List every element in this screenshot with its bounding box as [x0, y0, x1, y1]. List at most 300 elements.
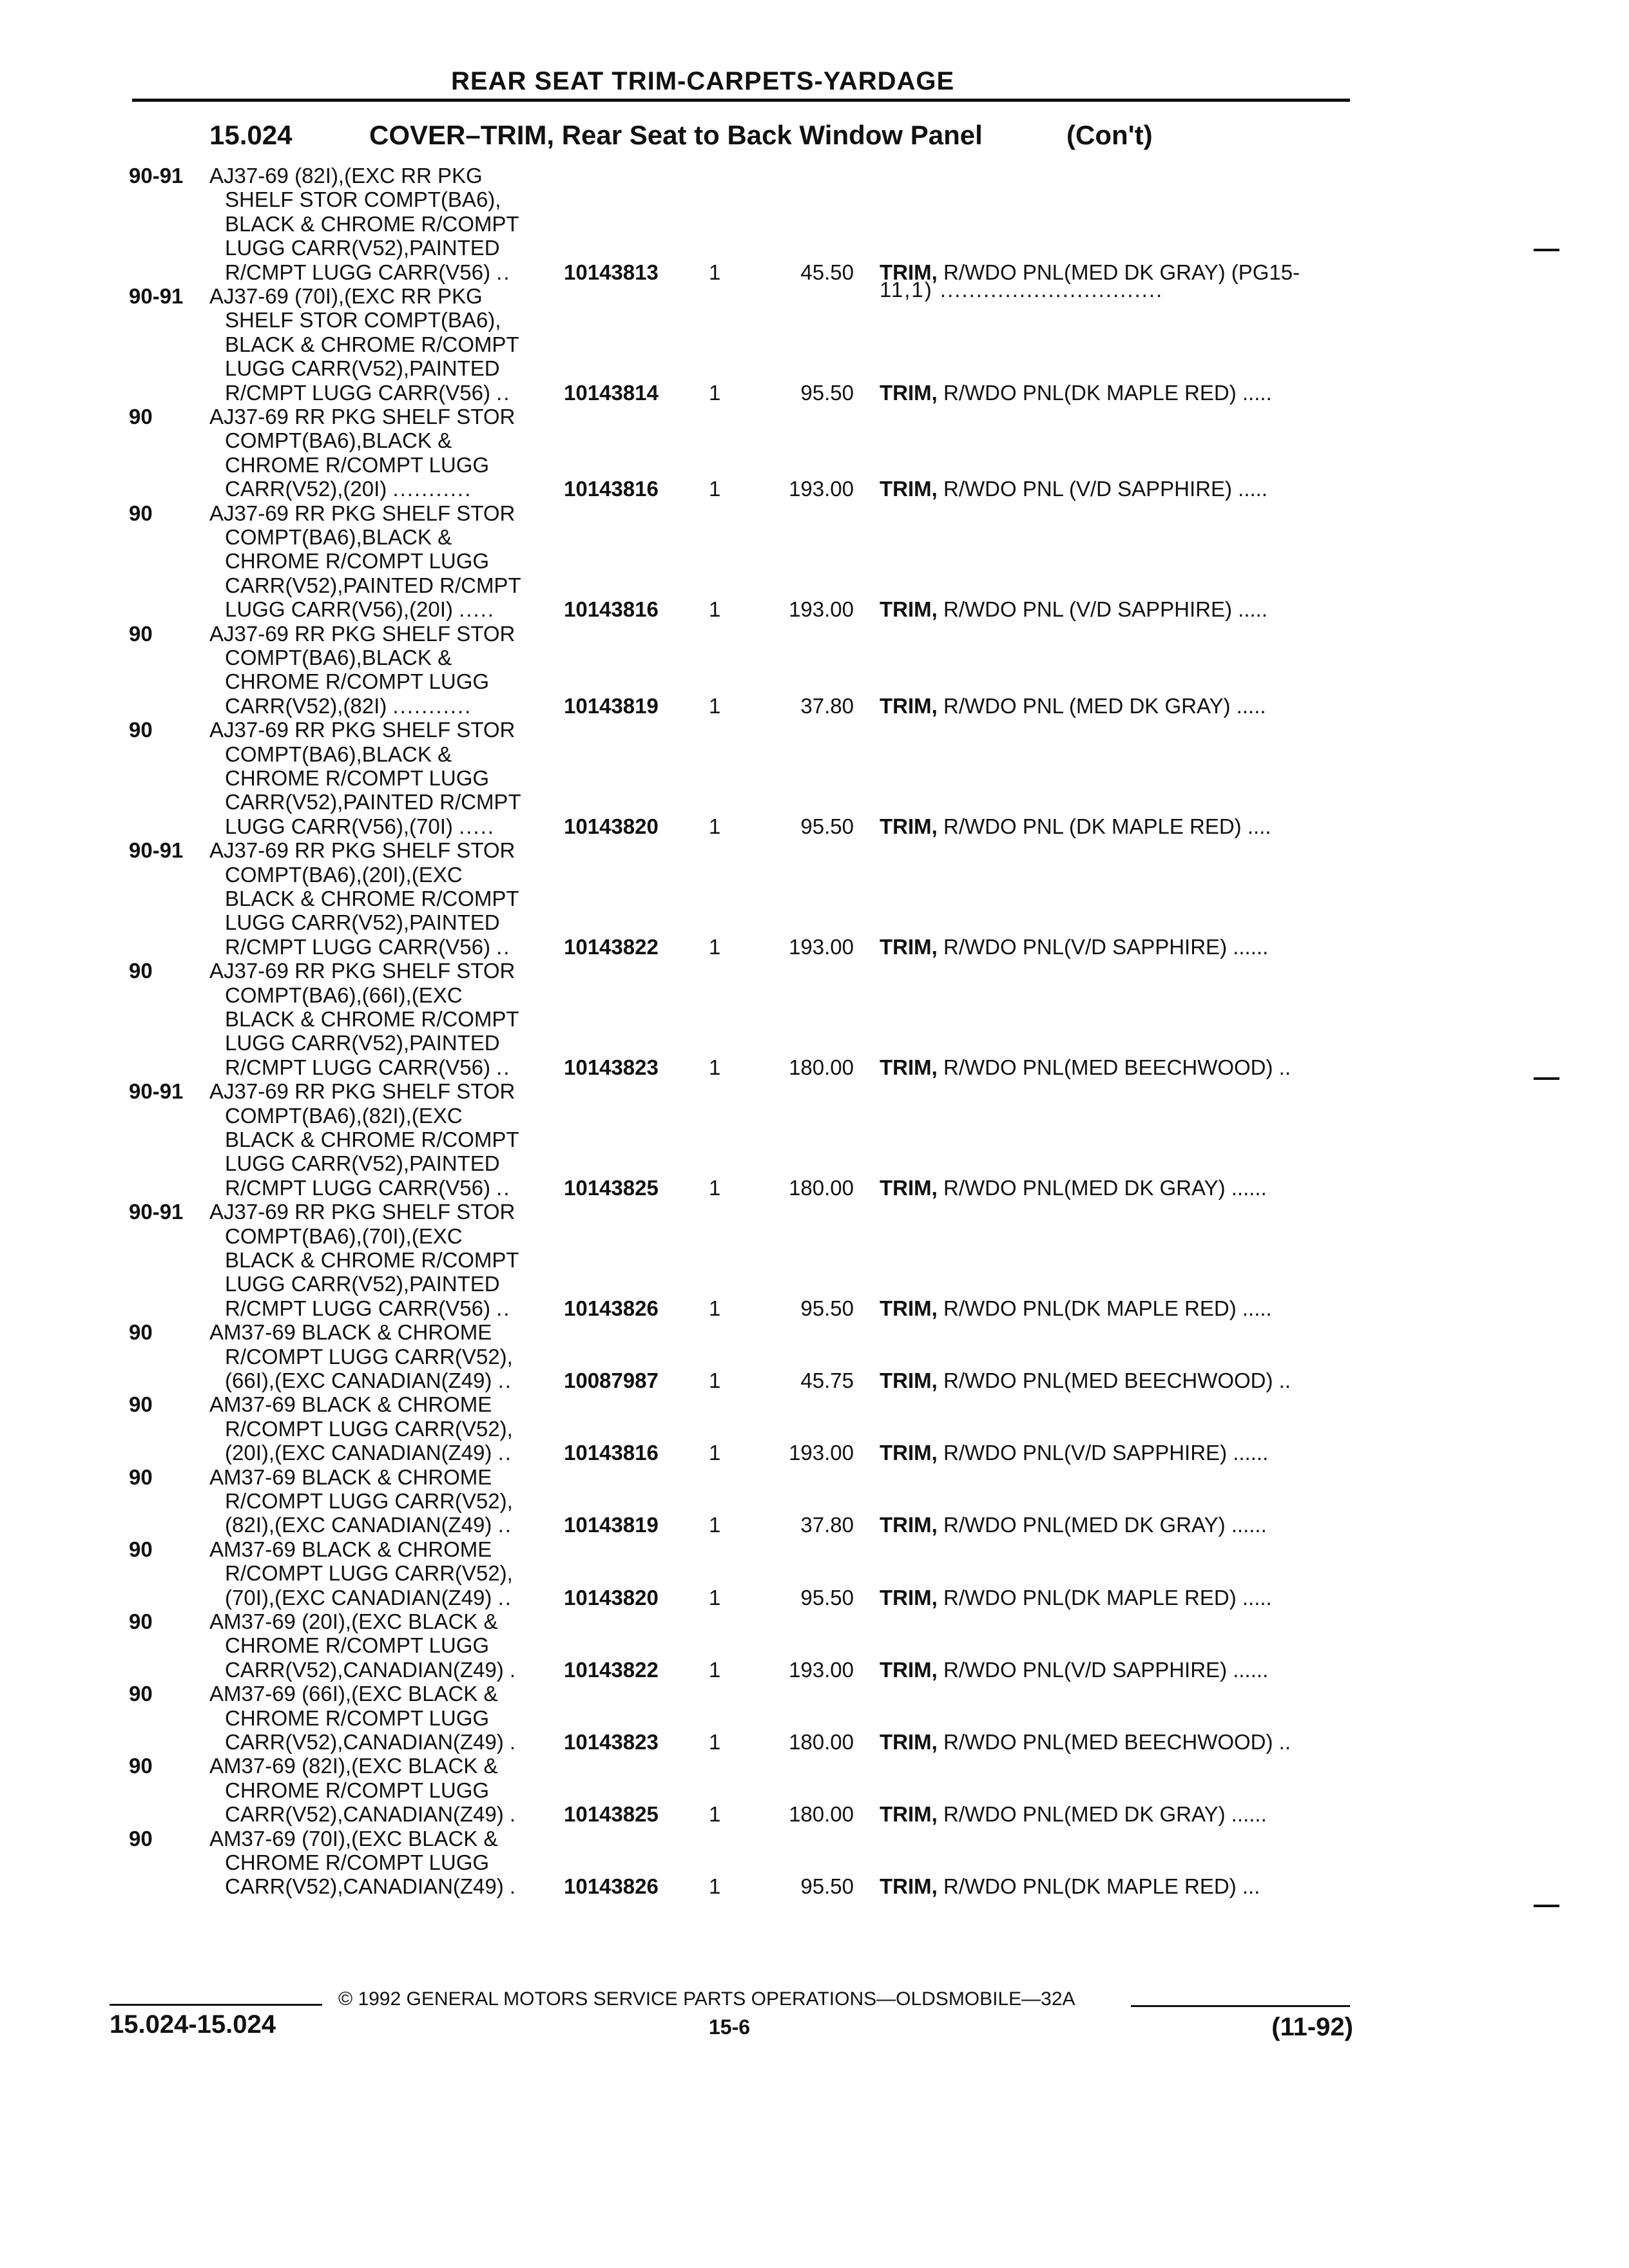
usage-description — [209, 1537, 570, 1610]
item-label: TRIM, — [880, 1513, 938, 1537]
description-text: AJ37-69 (82I),(EXC RR PKG — [209, 164, 483, 187]
item-desc: R/WDO PNL(MED DK GRAY) ...... — [943, 1802, 1267, 1827]
item-desc: R/WDO PNL(V/D SAPPHIRE) ...... — [943, 1657, 1269, 1682]
price: 95.50 — [800, 814, 854, 838]
part-number: 10087987 — [564, 1368, 659, 1392]
item-desc: R/WDO PNL(MED BEECHWOOD) .. — [943, 1368, 1291, 1392]
item-desc: R/WDO PNL(DK MAPLE RED) ... — [943, 1874, 1260, 1899]
description-line — [209, 381, 570, 405]
footer-page-number: 15-6 — [709, 2015, 751, 2039]
description-text: BLACK & CHROME R/COMPT — [225, 332, 519, 356]
description-line — [209, 164, 570, 187]
description-text: COMPT(BA6),BLACK & — [225, 428, 452, 453]
description-text: AJ37-69 RR PKG SHELF STOR — [209, 838, 516, 863]
description-line — [209, 597, 570, 621]
usage-description — [209, 1200, 570, 1320]
usage-description — [209, 164, 570, 284]
description-text: CARR(V52),PAINTED R/CMPT — [225, 790, 521, 814]
description-text: LUGG CARR(V56),(70I) — [225, 814, 453, 838]
usage-description — [209, 718, 570, 838]
part-number: 10143826 — [564, 1296, 659, 1320]
item-label: TRIM, — [880, 693, 938, 718]
description-text: AM37-69 BLACK & CHROME — [209, 1465, 492, 1489]
description-text: AM37-69 BLACK & CHROME — [209, 1392, 492, 1417]
description-text: LUGG CARR(V52),PAINTED — [225, 910, 500, 935]
usage-description — [209, 1682, 570, 1754]
description-line — [209, 1151, 570, 1175]
item-description — [880, 477, 1350, 501]
part-number: 10143825 — [564, 1802, 659, 1827]
dot-leader: .. — [496, 1055, 511, 1079]
item-desc: R/WDO PNL(MED DK GRAY) ...... — [943, 1513, 1267, 1537]
item-desc: R/WDO PNL (DK MAPLE RED) .... — [943, 814, 1271, 838]
description-line — [209, 1465, 570, 1489]
description-text: AJ37-69 RR PKG SHELF STOR — [209, 1079, 516, 1104]
price: 193.00 — [789, 477, 854, 501]
model-year: 90-91 — [129, 1200, 184, 1224]
dot-leader: .. — [496, 260, 511, 284]
section-title: COVER–TRIM, Rear Seat to Back Window Panel — [369, 120, 983, 150]
model-year: 90 — [129, 1392, 153, 1417]
item-description — [880, 597, 1350, 621]
quantity: 1 — [709, 1513, 721, 1537]
description-text: R/CMPT LUGG CARR(V56) — [225, 934, 490, 959]
description-line — [209, 1296, 570, 1320]
part-number: 10143826 — [564, 1874, 659, 1899]
description-text: R/COMPT LUGG CARR(V52), — [225, 1344, 513, 1369]
description-line — [209, 1392, 570, 1416]
item-desc: R/WDO PNL(V/D SAPPHIRE) ...... — [943, 934, 1269, 959]
quantity: 1 — [709, 934, 721, 959]
model-year: 90 — [129, 1320, 153, 1345]
price: 193.00 — [789, 1657, 854, 1682]
usage-description — [209, 1610, 570, 1682]
part-number: 10143823 — [564, 1729, 659, 1754]
description-line — [209, 332, 570, 356]
description-line — [209, 1586, 570, 1610]
price: 95.50 — [800, 1296, 854, 1320]
description-line — [209, 1200, 570, 1224]
model-year: 90 — [129, 1826, 153, 1850]
model-year: 90-91 — [129, 838, 184, 863]
description-line — [209, 549, 570, 573]
dot-leader: .. — [496, 1175, 511, 1200]
item-description — [880, 935, 1350, 959]
description-line — [209, 694, 570, 718]
description-text: R/CMPT LUGG CARR(V56) — [225, 260, 490, 284]
price: 37.80 — [800, 693, 854, 718]
item-desc: R/WDO PNL (V/D SAPPHIRE) ..... — [943, 477, 1268, 501]
item-description — [880, 1369, 1350, 1392]
part-number: 10143822 — [564, 934, 659, 959]
description-line — [209, 1248, 570, 1272]
quantity: 1 — [709, 693, 721, 718]
description-text: AJ37-69 RR PKG SHELF STOR — [209, 959, 516, 983]
description-line — [209, 1610, 570, 1633]
description-text: AJ37-69 RR PKG SHELF STOR — [209, 621, 516, 646]
item-label: TRIM, — [880, 1175, 938, 1200]
description-text: R/COMPT LUGG CARR(V52), — [225, 1489, 513, 1513]
description-text: (82I),(EXC CANADIAN(Z49) — [225, 1513, 492, 1537]
quantity: 1 — [709, 1441, 721, 1465]
description-text: SHELF STOR COMPT(BA6), — [225, 187, 501, 212]
item-desc: R/WDO PNL(MED DK GRAY) ...... — [943, 1175, 1267, 1200]
description-text: AM37-69 (82I),(EXC BLACK & — [209, 1754, 498, 1778]
description-line — [209, 814, 570, 838]
model-year: 90-91 — [129, 1079, 184, 1104]
price: 180.00 — [789, 1055, 854, 1079]
usage-description — [209, 838, 570, 959]
description-line — [209, 669, 570, 693]
part-number: 10143825 — [564, 1175, 659, 1200]
item-label: TRIM, — [880, 1729, 938, 1754]
description-line — [209, 622, 570, 646]
description-line — [209, 1706, 570, 1730]
footer-copyright: © 1992 GENERAL MOTORS SERVICE PARTS OPERATIONS—OLDSMOBILE—32A — [338, 1988, 1075, 2010]
description-text: AM37-69 (70I),(EXC BLACK & — [209, 1826, 498, 1850]
item-label: TRIM, — [880, 814, 938, 838]
price: 193.00 — [789, 934, 854, 959]
description-text: R/CMPT LUGG CARR(V56) — [225, 1055, 490, 1079]
price: 193.00 — [789, 1441, 854, 1465]
usage-description — [209, 959, 570, 1079]
usage-description — [209, 1827, 570, 1899]
model-year: 90 — [129, 1537, 153, 1561]
footer-rule — [1131, 2005, 1350, 2007]
description-text: AJ37-69 RR PKG SHELF STOR — [209, 501, 516, 525]
usage-description — [209, 1465, 570, 1537]
description-text: CHROME R/COMPT LUGG — [225, 1778, 490, 1802]
quantity: 1 — [709, 380, 721, 405]
description-text: AJ37-69 (70I),(EXC RR PKG — [209, 284, 483, 308]
description-text: (70I),(EXC CANADIAN(Z49) — [225, 1585, 492, 1610]
item-description — [880, 1296, 1350, 1320]
item-description — [880, 1802, 1350, 1826]
description-line — [209, 910, 570, 934]
dot-leader: ..... — [459, 597, 495, 622]
description-text: CHROME R/COMPT LUGG — [225, 452, 490, 477]
item-desc: R/WDO PNL(DK MAPLE RED) ..... — [943, 380, 1272, 405]
quantity: 1 — [709, 1368, 721, 1392]
part-number: 10143820 — [564, 1585, 659, 1610]
description-text: R/CMPT LUGG CARR(V56) — [225, 380, 490, 405]
description-line — [209, 405, 570, 428]
item-label: TRIM, — [880, 1802, 938, 1827]
description-line — [209, 959, 570, 983]
dot-leader: ........... — [392, 693, 472, 718]
description-text: LUGG CARR(V52),PAINTED — [225, 236, 500, 260]
description-text: BLACK & CHROME R/COMPT — [225, 887, 519, 910]
price: 45.50 — [800, 260, 854, 284]
model-year: 90-91 — [129, 164, 184, 187]
item-label: TRIM, — [880, 477, 938, 501]
item-label: TRIM, — [880, 1585, 938, 1610]
description-text: COMPT(BA6),(70I),(EXC — [225, 1224, 463, 1248]
description-line — [209, 1730, 570, 1754]
price: 180.00 — [789, 1802, 854, 1827]
description-line — [209, 1658, 570, 1682]
description-line — [209, 308, 570, 332]
section-continued: (Con't) — [1066, 120, 1153, 150]
description-text: AJ37-69 RR PKG SHELF STOR — [209, 405, 516, 428]
usage-description — [209, 1392, 570, 1465]
description-text: CHROME R/COMPT LUGG — [225, 1633, 490, 1658]
description-text: BLACK & CHROME R/COMPT — [225, 1128, 519, 1151]
dot-leader: .. — [496, 1296, 511, 1320]
description-line — [209, 935, 570, 959]
description-text: CHROME R/COMPT LUGG — [225, 669, 490, 694]
item-label: TRIM, — [880, 1441, 938, 1465]
description-text: AM37-69 BLACK & CHROME — [209, 1320, 492, 1345]
description-line — [209, 1441, 570, 1465]
description-text: COMPT(BA6),BLACK & — [225, 742, 452, 766]
model-year: 90 — [129, 1610, 153, 1633]
footer-rule — [110, 2004, 322, 2006]
item-description — [880, 1176, 1350, 1200]
description-line — [209, 1079, 570, 1103]
dot-leader: ..... — [459, 814, 495, 838]
usage-description — [209, 405, 570, 501]
description-line — [209, 1827, 570, 1850]
description-text: COMPT(BA6),(66I),(EXC — [225, 983, 463, 1007]
usage-description — [209, 501, 570, 622]
item-desc-continued: 11,1) ............................... — [880, 277, 1164, 302]
description-line — [209, 1104, 570, 1128]
margin-mark — [1534, 1905, 1559, 1907]
description-line — [209, 766, 570, 790]
description-text: CHROME R/COMPT LUGG — [225, 1706, 490, 1730]
quantity: 1 — [709, 814, 721, 838]
usage-description — [209, 1754, 570, 1826]
item-label: TRIM, — [880, 1055, 938, 1079]
part-number: 10143820 — [564, 814, 659, 838]
description-line — [209, 1031, 570, 1055]
description-text: COMPT(BA6),BLACK & — [225, 525, 452, 549]
description-text: COMPT(BA6),(20I),(EXC — [225, 862, 463, 887]
description-line — [209, 356, 570, 380]
description-line — [209, 428, 570, 452]
description-line — [209, 212, 570, 236]
description-line — [209, 1489, 570, 1513]
item-description — [880, 1658, 1350, 1682]
quantity: 1 — [709, 1802, 721, 1827]
section-number: 15.024 — [209, 120, 293, 150]
item-desc: R/WDO PNL(DK MAPLE RED) ..... — [943, 1585, 1272, 1610]
description-text: CHROME R/COMPT LUGG — [225, 1850, 490, 1874]
description-line — [209, 1417, 570, 1441]
model-year: 90 — [129, 1465, 153, 1489]
description-line — [209, 1320, 570, 1344]
description-line — [209, 453, 570, 477]
quantity: 1 — [709, 597, 721, 622]
description-line — [209, 1537, 570, 1561]
price: 45.75 — [800, 1368, 854, 1392]
description-text: LUGG CARR(V52),PAINTED — [225, 356, 500, 381]
price: 95.50 — [800, 380, 854, 405]
description-line — [209, 863, 570, 887]
description-text: AJ37-69 RR PKG SHELF STOR — [209, 718, 516, 742]
part-number: 10143816 — [564, 477, 659, 501]
dot-leader: . — [509, 1657, 517, 1682]
description-text: CHROME R/COMPT LUGG — [225, 549, 490, 573]
part-number: 10143822 — [564, 1657, 659, 1682]
description-line — [209, 1778, 570, 1802]
item-label: TRIM, — [880, 1657, 938, 1682]
description-text: CARR(V52),CANADIAN(Z49) — [225, 1730, 504, 1754]
quantity: 1 — [709, 260, 721, 284]
part-number: 10143819 — [564, 1513, 659, 1537]
model-year: 90 — [129, 959, 153, 983]
item-desc: R/WDO PNL(MED BEECHWOOD) .. — [943, 1729, 1291, 1754]
usage-description — [209, 284, 570, 405]
description-text: AM37-69 BLACK & CHROME — [209, 1537, 492, 1561]
price: 95.50 — [800, 1585, 854, 1610]
price: 193.00 — [789, 597, 854, 622]
model-year: 90 — [129, 405, 153, 428]
description-text: COMPT(BA6),(82I),(EXC — [225, 1103, 463, 1128]
description-text: BLACK & CHROME R/COMPT — [225, 211, 519, 236]
item-description — [880, 1513, 1350, 1537]
quantity: 1 — [709, 1175, 721, 1200]
quantity: 1 — [709, 477, 721, 501]
description-line — [209, 1055, 570, 1079]
dot-leader: . — [509, 1730, 517, 1754]
item-desc: R/WDO PNL(MED BEECHWOOD) .. — [943, 1055, 1291, 1079]
description-text: CHROME R/COMPT LUGG — [225, 766, 490, 790]
part-number: 10143816 — [564, 597, 659, 622]
quantity: 1 — [709, 1296, 721, 1320]
price: 95.50 — [800, 1874, 854, 1899]
item-desc: R/WDO PNL (V/D SAPPHIRE) ..... — [943, 597, 1268, 622]
description-line — [209, 1561, 570, 1585]
description-line — [209, 573, 570, 597]
item-desc: R/WDO PNL(MED DK GRAY) (PG15- — [943, 260, 1300, 284]
quantity: 1 — [709, 1055, 721, 1079]
description-line — [209, 1176, 570, 1200]
description-line — [209, 887, 570, 910]
description-text: CARR(V52),CANADIAN(Z49) — [225, 1874, 504, 1899]
dot-leader: .. — [497, 1513, 512, 1537]
dot-leader: .. — [497, 1369, 512, 1392]
item-description — [880, 1055, 1350, 1079]
item-label: TRIM, — [880, 1296, 938, 1320]
description-text: R/CMPT LUGG CARR(V56) — [225, 1175, 490, 1200]
description-line — [209, 1128, 570, 1151]
item-description — [880, 1730, 1350, 1754]
description-line — [209, 742, 570, 766]
item-description — [880, 694, 1350, 718]
description-line — [209, 1754, 570, 1778]
description-text: LUGG CARR(V52),PAINTED — [225, 1151, 500, 1176]
description-line — [209, 1272, 570, 1296]
description-line — [209, 1369, 570, 1392]
margin-mark — [1534, 1077, 1559, 1080]
quantity: 1 — [709, 1874, 721, 1899]
quantity: 1 — [709, 1729, 721, 1754]
description-line — [209, 187, 570, 211]
description-line — [209, 1224, 570, 1248]
item-description — [880, 814, 1350, 838]
item-desc: R/WDO PNL(DK MAPLE RED) ..... — [943, 1296, 1272, 1320]
dot-leader: .. — [497, 1441, 512, 1465]
item-description — [880, 1441, 1350, 1465]
description-text: LUGG CARR(V52),PAINTED — [225, 1031, 500, 1055]
item-description — [880, 1586, 1350, 1610]
price: 37.80 — [800, 1513, 854, 1537]
item-label: TRIM, — [880, 934, 938, 959]
dot-leader: ........... — [392, 477, 472, 501]
description-text: LUGG CARR(V52),PAINTED — [225, 1272, 500, 1296]
model-year: 90 — [129, 501, 153, 525]
item-label: TRIM, — [880, 380, 938, 405]
price: 180.00 — [789, 1175, 854, 1200]
item-description — [880, 381, 1350, 405]
description-line — [209, 838, 570, 862]
footer-date: (11-92) — [1271, 2013, 1353, 2041]
description-line — [209, 260, 570, 284]
price: 180.00 — [789, 1729, 854, 1754]
description-line — [209, 1345, 570, 1369]
description-text: LUGG CARR(V56),(20I) — [225, 597, 453, 622]
dot-leader: .. — [497, 1585, 512, 1610]
part-number: 10143819 — [564, 693, 659, 718]
usage-description — [209, 1320, 570, 1392]
dot-leader: .. — [496, 380, 511, 405]
part-number: 10143813 — [564, 260, 659, 284]
description-text: CARR(V52),(82I) — [225, 693, 387, 718]
usage-description — [209, 622, 570, 718]
description-text: COMPT(BA6),BLACK & — [225, 646, 452, 669]
description-line — [209, 790, 570, 814]
description-text: CARR(V52),CANADIAN(Z49) — [225, 1802, 504, 1827]
part-number: 10143816 — [564, 1441, 659, 1465]
item-label: TRIM, — [880, 1874, 938, 1899]
description-line — [209, 718, 570, 742]
description-text: CARR(V52),(20I) — [225, 477, 387, 501]
description-line — [209, 236, 570, 260]
description-text: AM37-69 (66I),(EXC BLACK & — [209, 1682, 498, 1706]
description-line — [209, 1874, 570, 1898]
description-text: AJ37-69 RR PKG SHELF STOR — [209, 1200, 516, 1224]
item-desc: R/WDO PNL (MED DK GRAY) ..... — [943, 693, 1266, 718]
item-description — [880, 1874, 1350, 1898]
dot-leader: . — [509, 1802, 517, 1827]
description-text: BLACK & CHROME R/COMPT — [225, 1007, 519, 1031]
description-text: CARR(V52),PAINTED R/CMPT — [225, 573, 521, 597]
description-line — [209, 1802, 570, 1826]
description-line — [209, 501, 570, 525]
description-text: R/COMPT LUGG CARR(V52), — [225, 1416, 513, 1441]
description-text: BLACK & CHROME R/COMPT — [225, 1248, 519, 1272]
quantity: 1 — [709, 1585, 721, 1610]
dot-leader: .. — [496, 934, 511, 959]
model-year: 90-91 — [129, 284, 184, 308]
description-line — [209, 1007, 570, 1031]
part-number: 10143823 — [564, 1055, 659, 1079]
description-line — [209, 477, 570, 501]
description-line — [209, 284, 570, 308]
description-text: R/CMPT LUGG CARR(V56) — [225, 1296, 490, 1320]
description-text: R/COMPT LUGG CARR(V52), — [225, 1561, 513, 1586]
model-year: 90 — [129, 1754, 153, 1778]
part-number: 10143814 — [564, 380, 659, 405]
model-year: 90 — [129, 1682, 153, 1706]
description-text: SHELF STOR COMPT(BA6), — [225, 308, 501, 332]
description-line — [209, 646, 570, 669]
item-label: TRIM, — [880, 597, 938, 622]
model-year: 90 — [129, 621, 153, 646]
item-desc: R/WDO PNL(V/D SAPPHIRE) ...... — [943, 1441, 1269, 1465]
